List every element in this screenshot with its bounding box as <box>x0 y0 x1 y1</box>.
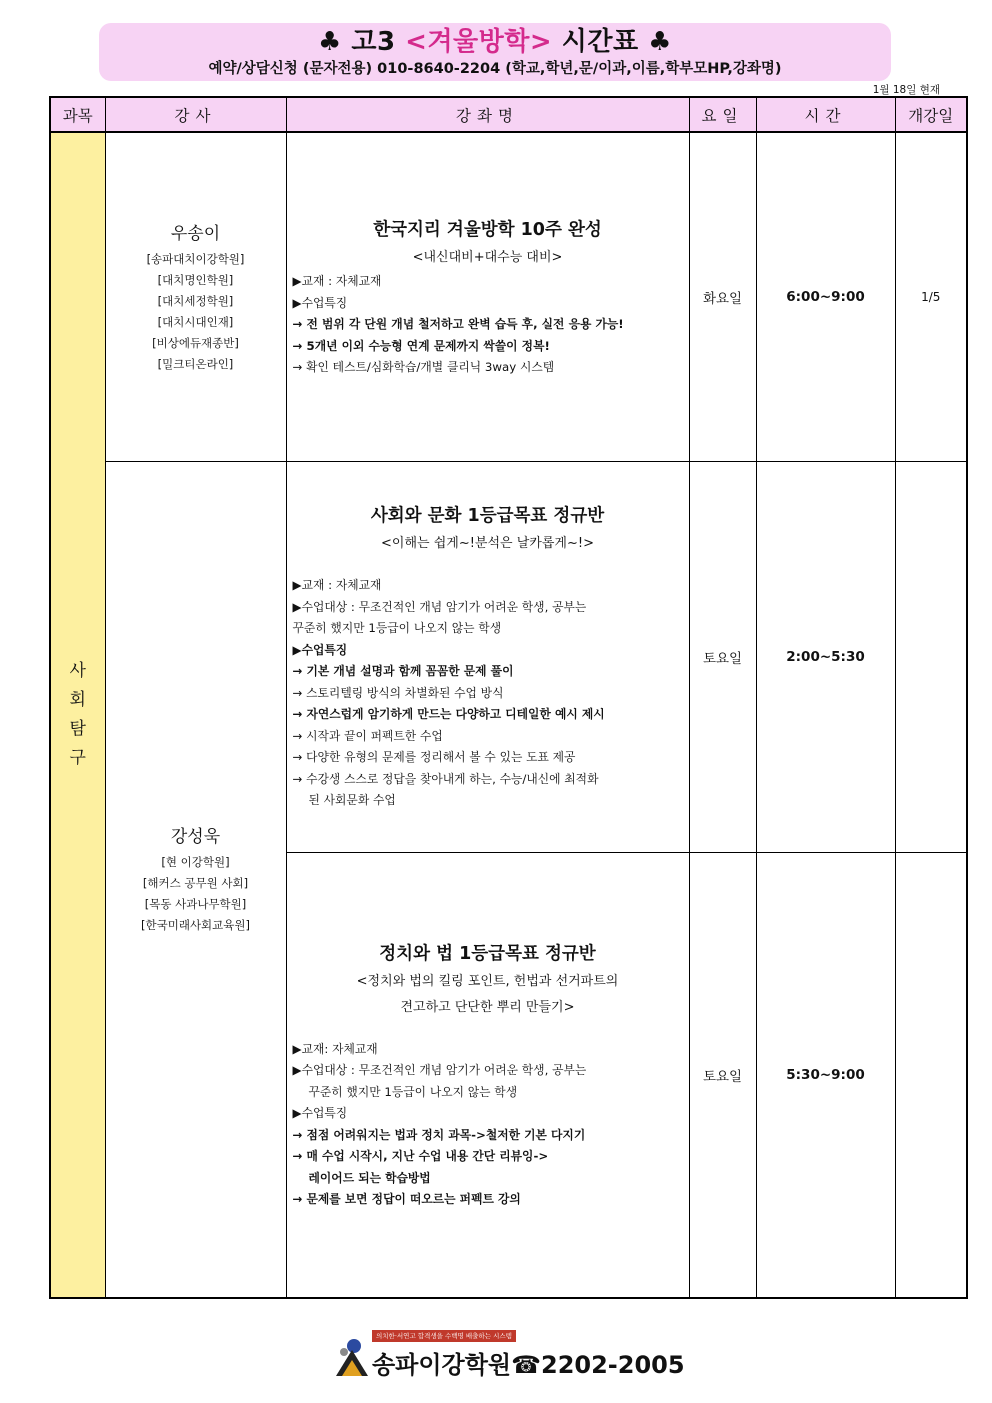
instructor-affiliation: [목동 사과나무학원] <box>144 897 247 912</box>
course-line: ▶수업특징 <box>292 1106 348 1121</box>
page-title <box>99 25 891 59</box>
instructor-name: 우송이 <box>170 223 221 244</box>
open-date-cell <box>895 461 967 852</box>
instructor-cell <box>105 461 286 1298</box>
day-cell: 토요일 <box>689 852 756 1298</box>
table-row <box>50 132 967 461</box>
col-course: 강좌명 <box>286 97 689 132</box>
instructor-affiliation: [대치세정학원] <box>157 293 234 308</box>
open-date-cell: 1/5 <box>895 132 967 461</box>
course-line: 꾸준히 했지만 1등급이 나오지 않는 학생 <box>292 621 502 636</box>
table-header-row <box>50 97 967 132</box>
course-line: → 수강생 스스로 정답을 찾아내게 하는, 수능/내신에 최적화 <box>292 771 599 786</box>
day-cell: 화요일 <box>689 132 756 461</box>
course-subtitle: <정치와 법의 킬링 포인트, 헌법과 선거파트의 <box>356 973 619 989</box>
subject-char: 구 <box>69 748 86 768</box>
instructor-affiliation: [한국미래사회교육원] <box>141 918 250 933</box>
title-prefix: ♣ 고3 <box>318 27 406 57</box>
course-line: → 스토리텔링 방식의 차별화된 수업 방식 <box>292 685 504 700</box>
course-line: → 기본 개념 설명과 함께 꼼꼼한 문제 풀이 <box>292 664 514 679</box>
course-title: 정치와 법 1등급목표 정규반 <box>379 943 596 964</box>
footer-brand: 송파이강학원☎2202-2005 <box>372 1351 685 1379</box>
course-line: → 자연스럽게 암기하게 만드는 다양하고 디테일한 예시 제시 <box>292 707 605 722</box>
course-line: → 시작과 끝이 퍼펙트한 수업 <box>292 728 443 743</box>
course-title: 사회와 문화 1등급목표 정규반 <box>370 506 605 527</box>
day-cell: 토요일 <box>689 461 756 852</box>
course-line: → 문제를 보면 정답이 떠오르는 퍼펙트 강의 <box>292 1192 521 1207</box>
timetable <box>49 96 968 1299</box>
course-cell <box>286 132 689 461</box>
academy-logo-icon <box>332 1336 372 1378</box>
course-subtitle: 견고하고 단단한 뿌리 만들기> <box>400 999 575 1015</box>
instructor-affiliation: [해커스 공무원 사회] <box>142 876 249 891</box>
open-date-cell <box>895 852 967 1298</box>
subject-char: 탐 <box>69 719 86 739</box>
course-line: ▶교재: 자체교재 <box>292 1041 378 1056</box>
time-cell: 6:00~9:00 <box>756 132 895 461</box>
time-cell: 5:30~9:00 <box>756 852 895 1298</box>
instructor-affiliation: [현 이강학원] <box>161 855 230 870</box>
col-subject: 과목 <box>50 97 105 132</box>
course-line: 레이어드 되는 학습방법 <box>308 1170 431 1185</box>
course-line: ▶수업특징 <box>292 295 348 310</box>
course-line: ▶수업특징 <box>292 642 348 657</box>
course-line: → 점점 어려워지는 법과 정치 과목->철저한 기본 다지기 <box>292 1127 586 1142</box>
instructor-cell <box>105 132 286 461</box>
col-day: 요일 <box>689 97 756 132</box>
subject-char: 회 <box>69 690 86 710</box>
course-line: → 매 수업 시작시, 지난 수업 내용 간단 리뷰잉-> <box>292 1149 549 1164</box>
table-row <box>50 461 967 852</box>
instructor-name: 강성욱 <box>170 827 221 848</box>
instructor-affiliation: [대치명인학원] <box>157 272 234 287</box>
instructor-affiliation: [대치시대인재] <box>157 314 234 329</box>
footer-tagline: 의치한·서연고 합격생을 수백명 배출하는 시스템 <box>372 1330 516 1342</box>
course-line: ▶수업대상 : 무조건적인 개념 암기가 어려운 학생, 공부는 <box>292 1063 587 1078</box>
col-instructor: 강사 <box>105 97 286 132</box>
contact-subtitle: 예약/상담신청 (문자전용) 010-8640-2204 (학교,학년,문/이과,이름,학부모HP,강좌명) <box>208 61 782 77</box>
course-cell <box>286 852 689 1298</box>
title-suffix: 시간표 ♣ <box>552 27 672 57</box>
instructor-affiliation: [비상에듀재종반] <box>152 335 239 350</box>
time-cell: 2:00~5:30 <box>756 461 895 852</box>
course-line: → 다양한 유형의 문제를 정리해서 볼 수 있는 도표 제공 <box>292 750 576 765</box>
course-cell <box>286 461 689 852</box>
title-highlight: <겨울방학> <box>405 27 553 57</box>
title-banner <box>99 23 891 81</box>
course-line: 꾸준히 했지만 1등급이 나오지 않는 학생 <box>308 1084 518 1099</box>
course-line: ▶수업대상 : 무조건적인 개념 암기가 어려운 학생, 공부는 <box>292 599 587 614</box>
as-of-date: 1월 18일 현재 <box>872 84 940 96</box>
course-line: ▶교재 : 자체교재 <box>292 274 382 288</box>
course-line: → 전 범위 각 단원 개념 철저하고 완벽 습득 후, 실전 응용 가능! <box>292 317 624 331</box>
subject-cell <box>50 132 105 1298</box>
footer <box>330 1330 685 1379</box>
course-line: → 확인 테스트/심화학습/개별 클리닉 3way 시스템 <box>292 360 555 374</box>
course-title: 한국지리 겨울방학 10주 완성 <box>373 220 602 240</box>
course-line: 된 사회문화 수업 <box>308 793 396 808</box>
course-subtitle: <이해는 쉽게~!분석은 날카롭게~!> <box>381 536 594 552</box>
instructor-affiliation: [밀크티온라인] <box>157 356 234 371</box>
course-line: ▶교재 : 자체교재 <box>292 578 382 593</box>
course-line: → 5개년 이외 수능형 연계 문제까지 싹쓸이 정복! <box>292 338 550 353</box>
course-subtitle: <내신대비+대수능 대비> <box>412 250 563 265</box>
col-time: 시간 <box>756 97 895 132</box>
instructor-affiliation: [송파대치이강학원] <box>146 251 245 266</box>
subject-char: 사 <box>69 661 86 681</box>
col-open: 개강일 <box>895 97 967 132</box>
